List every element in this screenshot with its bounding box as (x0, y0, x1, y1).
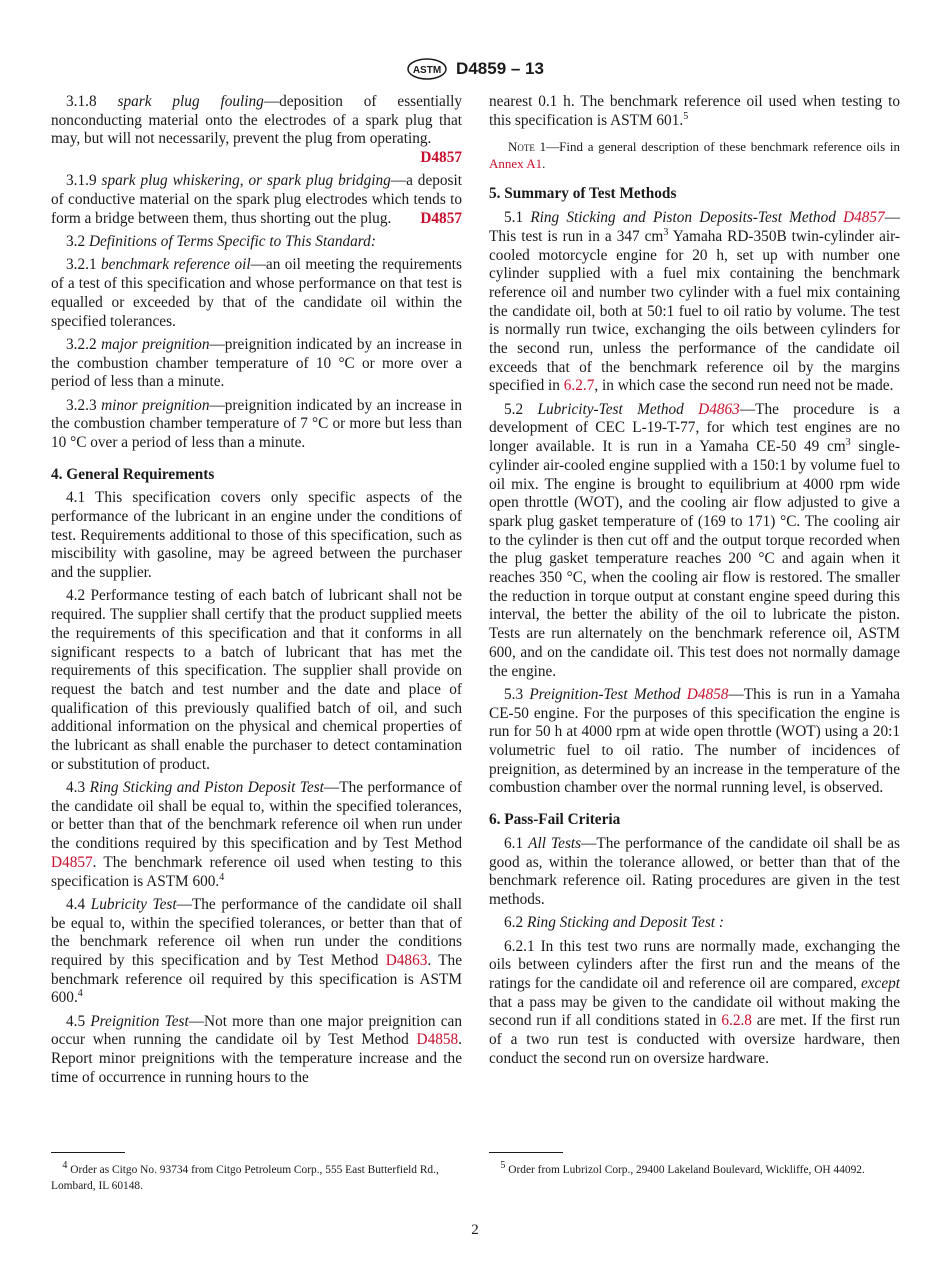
page-header (0, 58, 950, 84)
section-3-2: 3.2 Definitions of Terms Specific to This Standard: (66, 233, 376, 251)
ref-link-d4863[interactable]: D4863 (698, 400, 740, 418)
section-6-2: 6.2 Ring Sticking and Deposit Test : (504, 914, 724, 932)
section-6-2-1: 6.2.1 In this test two runs are normally made, exchanging the oils between cylinders after the first run and the means of the ratings for the candidate oil and reference oil are compared, except that a pass may be given to the candidate oil without making the second run if all conditions stated in 6.2.8 are met. If the first run of a two run test is conducted with oversize hardware, then conduct the second run on oversize hardware. (489, 937, 901, 1067)
ref-link-annex-a1[interactable]: Annex A1 (489, 156, 543, 172)
ref-link-d4863[interactable]: D4863 (385, 952, 428, 969)
footnote-5: $^5$ Order from Lubrizol Corp., 29400 Lakeland Boulevard, Wickliffe, OH 44092. (500, 1160, 865, 1176)
footnote-divider (51, 1152, 125, 1153)
note-1: Note 1—Find a general description of these benchmark reference oils in Annex A1. (489, 139, 901, 172)
section-3-2-1: 3.2.1 benchmark reference oil—an oil meeting the requirements of a test of this specification and whose performance on that test is equalled or exceeded by that of the candidate oil within the specified tolerances. (51, 256, 462, 330)
section-3-2-3: 3.2.3 minor preignition—preignition indicated by an increase in the combustion chamber temperature of 7 °C or more but less than 10 °C over a period of less than a minute. (51, 396, 462, 451)
section-3-1-8: 3.1.8 spark plug fouling—deposition of essentially nonconducting material onto the electrodes of a spark plug that may, but will not necessarily, prevent the plug from operating. D4857 (51, 93, 462, 167)
section-4-3: 4.3 Ring Sticking and Piston Deposit Test—The performance of the candidate oil shall be equal to, within the specified tolerances, or better than that of the benchmark reference oil when run under the conditions required by this specification and by Test Method D4857. The benchmark reference oil used when testing to this specification is ASTM 600.$^4$ (51, 779, 462, 890)
svg-text:ASTM: ASTM (412, 65, 442, 76)
footnote-divider (489, 1152, 563, 1153)
section-4-2: 4.2 Performance testing of each batch of lubricant shall not be required. The supplier shall certify that the product supplied meets the requirements of this specification and that it conforms in all significant respects to a batch of lubricant that has met the requirements of this specification. The supplier shall provide on request the batch and test number and the date and place of qualification of this previously qualified batch of oil, and such additional information on the physical and chemical properties of the lubricant as shall enable the purchaser to detect contamination or substitution of product. (51, 587, 462, 773)
ref-link-d4857[interactable]: D4857 (420, 209, 462, 227)
ref-link-d4857[interactable]: D4857 (420, 149, 462, 167)
section-4-5: 4.5 Preignition Test—Not more than one major preignition can occur when running the candidate oil by Test Method D4858. Report minor preignitions with the temperature increase and the time of occurrence in running hours to the (51, 1012, 462, 1086)
ref-link-d4857[interactable]: D4857 (843, 209, 885, 227)
right-column (489, 93, 900, 1073)
section-5-2: 5.2 Lubricity-Test Method D4863—The procedure is a development of CEC L-19-T-77, for which test engines are no longer available. It is run in a Yamaha CE-50 49 $cm^3$ single-cylinder air-cooled engine supplied with a 150:1 by volume fuel to oil mix. The engine is brought to equilibrium at 4000 rpm wide open throttle (WOT), and the cooling air flow adjusted to give a spark plug gasket temperature of (169 to 171) °C. The cooling air to the cylinder is then cut off and the output torque recorded when the plug gasket temperature reaches 200 °C and again when it reaches 350 °C, when the cooling air flow is restored. The smaller the reduction in torque output at constant engine speed during this interval, the better the ability of the oil to lubricate the piston. Tests are run alternately on the benchmark reference oil, ASTM 600, and on the candidate oil. This test does not normally damage the engine. (489, 400, 901, 680)
section-3-1-9: 3.1.9 spark plug whiskering, or spark plug bridging—a deposit of conductive material on the spark plug electrodes which tends to form a bridge between them, thus shorting out the plug. D4857 (51, 172, 462, 227)
section-6-1: 6.1 All Tests—The performance of the candidate oil shall be as good as, within the tolerance allowed, or better than that of the benchmark reference oil. Rating procedures are given in the test methods. (489, 834, 901, 908)
section-3-2-2: 3.2.2 major preignition—preignition indicated by an increase in the combustion chamber temperature of 10 °C or more over a period of less than a minute. (51, 335, 462, 391)
document-id: D4859 – 13 (456, 59, 544, 78)
section-heading: 4. General Requirements (51, 465, 215, 483)
section-5-3: 5.3 Preignition-Test Method D4858—This is run in a Yamaha CE-50 engine. For the purposes of this specification the engine is run for 50 h at 4000 rpm at wide open throttle (WOT) using a 20:1 volumetric fuel to oil ratio. The number of incidences of preignition, as determined by an increase in the temperature of the combustion chamber over the normal running level, is observed. (489, 685, 901, 797)
ref-link-d4858[interactable]: D4858 (686, 685, 729, 703)
section-4-5-continued: nearest 0.1 h. The benchmark reference oil used when testing to this specification is ASTM 601.$^5$ (489, 93, 900, 129)
astm-logo-icon (406, 58, 448, 80)
section-4-1: 4.1 This specification covers only specific aspects of the performance of the lubricant in an engine under the conditions of test. Requirements additional to those of this specification, such as miscibility with gasoline, may be agreed between the purchaser and the supplier. (51, 489, 462, 582)
ref-link-d4858[interactable]: D4858 (416, 1031, 459, 1049)
footnote-4: $^4$ Order as Citgo No. 93734 from Citgo Petroleum Corp., 555 East Butterfield Rd., Lombard, IL 60148. (51, 1160, 439, 1192)
section-4-4: 4.4 Lubricity Test—The performance of the candidate oil shall be equal to, within the specified tolerances, or better than that of the benchmark reference oil when run under the conditions required by this specification and by Test Method D4863. The benchmark reference oil required by this specification is ASTM 600.$^4$ (51, 895, 462, 1007)
left-column (51, 93, 462, 1092)
section-heading: 6. Pass-Fail Criteria (489, 811, 621, 829)
ref-link-6-2-8[interactable]: 6.2.8 (721, 1012, 752, 1030)
page-number: 2 (471, 1222, 479, 1238)
section-5-1: 5.1 Ring Sticking and Piston Deposits-Test Method D4857—This test is run in a 347 $cm^3$ Yamaha RD-350B twin-cylinder air-cooled motorcycle engine for 20 h, set up with number one cylinder supplied with a fuel mix containing the benchmark reference oil and number two cylinder with a fuel mix containing the candidate oil, both at 50:1 fuel to oil ratio by volume. The test is normally run twice, exchanging the oils between cylinders for the second run, unless the performance of the candidate oil exceeds that of the benchmark reference oil by the margins specified in 6.2.7, in which case the second run need not be made. (489, 209, 901, 395)
section-heading: 5. Summary of Test Methods (489, 185, 677, 203)
ref-link-6-2-7[interactable]: 6.2.7 (563, 377, 595, 395)
ref-link-d4857[interactable]: D4857 (51, 853, 93, 871)
